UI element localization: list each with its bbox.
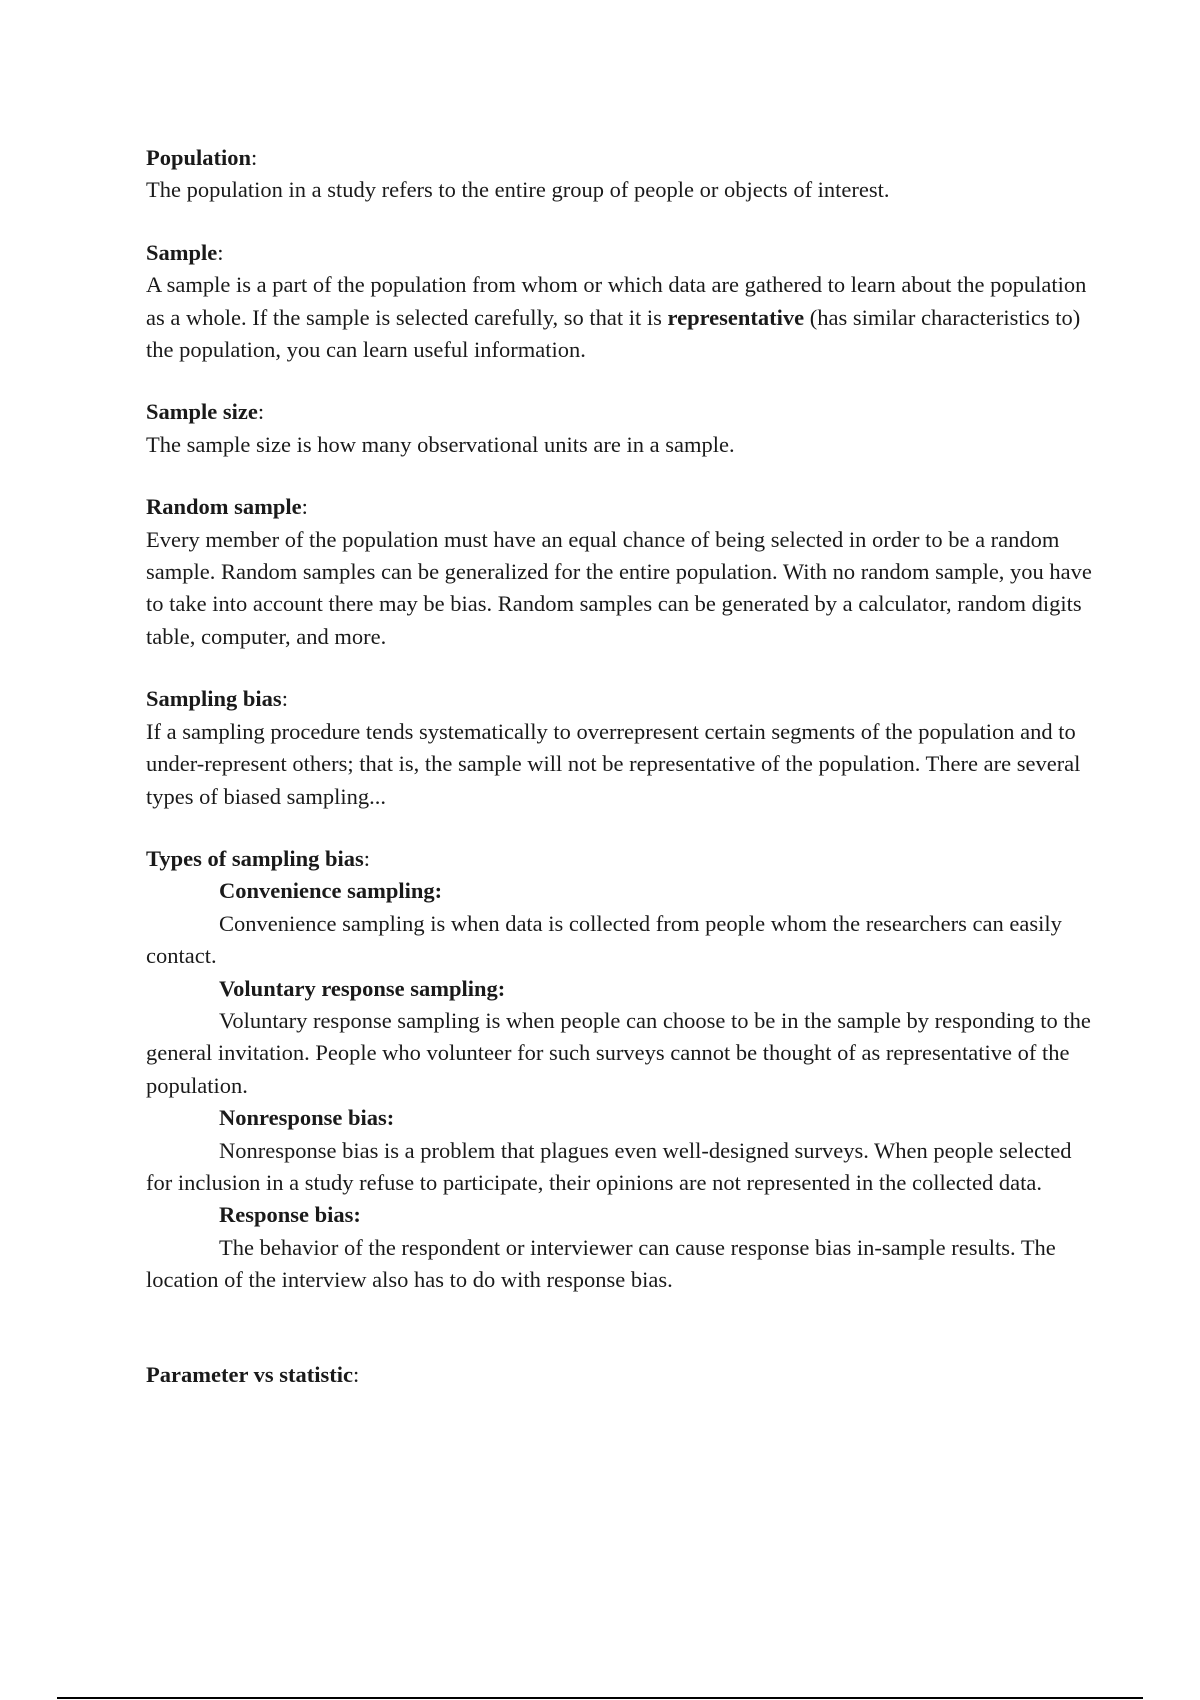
definition-random-sample: Every member of the population must have an equal chance of being selected in order to be a random sample. Random samples can be generalized for the entire population. With no random sample, you have to take into account there may be bias. Random samples can be generated by a calculator, random digits table, computer, and more. <box>146 526 1092 649</box>
definition-sample-size: The sample size is how many observational units are in a sample. <box>146 431 735 457</box>
term-sampling-bias: Sampling bias <box>146 686 282 712</box>
subheading-nonresponse-bias: Nonresponse bias: <box>219 1105 395 1131</box>
term-population: Population <box>146 145 252 170</box>
section-random-sample <box>146 491 1096 653</box>
section-types-of-sampling-bias <box>146 843 1096 1297</box>
term-colon: : <box>281 686 288 712</box>
term-sample-size: Sample size <box>146 399 258 425</box>
page-bottom-divider <box>57 1697 1143 1699</box>
term-colon: : <box>301 494 308 520</box>
term-colon: : <box>363 845 371 871</box>
definition-response-bias: The behavior of the respondent or interviewer can cause response bias in-sample results. The location of the interview also has to do with response bias. <box>146 1234 1056 1293</box>
term-parameter-vs-statistic: Parameter vs statistic <box>146 1361 354 1387</box>
term-colon: : <box>257 399 265 425</box>
term-colon: : <box>217 239 224 265</box>
subheading-convenience-sampling: Convenience sampling: <box>219 878 443 904</box>
term-colon: : <box>353 1361 360 1387</box>
definition-sample: A sample is a part of the population from whom or which data are gathered to learn about the population as a whole. If the sample is selected carefully, so that it is representative (has similar characteristics to) the population, you can learn useful information. <box>146 272 1087 363</box>
definition-sampling-bias: If a sampling procedure tends systematically to overrepresent certain segments of the population and to under-represent others; that is, the sample will not be representative of the population. There are several types of biased sampling... <box>146 718 1081 809</box>
section-sampling-bias <box>146 683 1096 813</box>
section-sample-size <box>146 396 1096 461</box>
section-population <box>146 142 1096 207</box>
subheading-voluntary-response-sampling: Voluntary response sampling: <box>219 975 506 1001</box>
document-page <box>146 142 1096 1391</box>
term-types-of-sampling-bias: Types of sampling bias <box>146 845 364 871</box>
subheading-response-bias: Response bias: <box>219 1202 361 1228</box>
emphasis-representative: representative <box>667 304 805 330</box>
term-random-sample: Random sample <box>146 494 302 520</box>
definition-nonresponse-bias: Nonresponse bias is a problem that plagues even well-designed surveys. When people selected for inclusion in a study refuse to participate, their opinions are not represented in the collected data. <box>146 1137 1072 1195</box>
section-parameter-vs-statistic <box>146 1359 1096 1391</box>
definition-voluntary-response-sampling: Voluntary response sampling is when people can choose to be in the sample by responding to the general invitation. People who volunteer for such surveys cannot be thought of as representative of the population. <box>146 1007 1091 1098</box>
term-colon: : <box>251 145 258 170</box>
definition-population: The population in a study refers to the entire group of people or objects of interest. <box>146 177 890 203</box>
definition-convenience-sampling: Convenience sampling is when data is collected from people whom the researchers can easily contact. <box>146 910 1062 969</box>
term-sample: Sample <box>146 239 218 265</box>
section-sample <box>146 237 1096 367</box>
